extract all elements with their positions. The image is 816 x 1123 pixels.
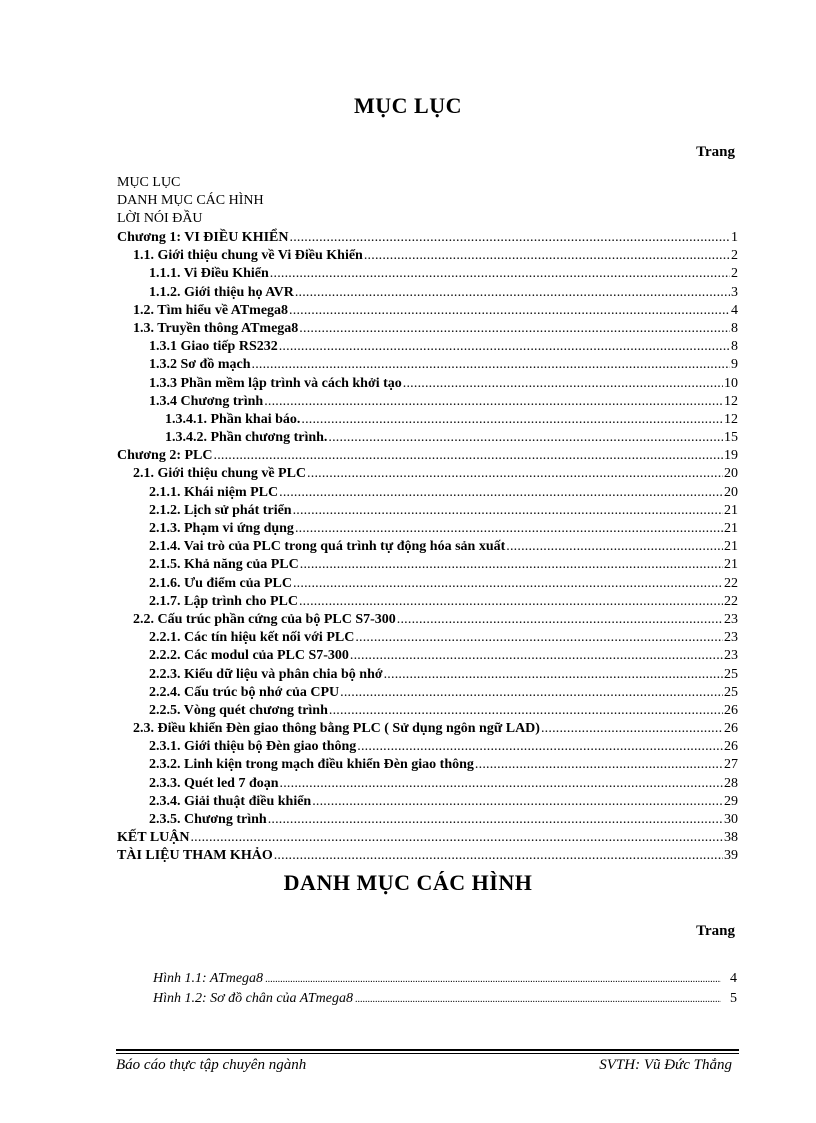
- toc-entry[interactable]: [117, 247, 738, 265]
- toc-entry[interactable]: [117, 829, 738, 847]
- figure-entry-page: 4: [730, 971, 737, 986]
- toc-entry-page: 20: [724, 484, 738, 500]
- toc-entry-page: 26: [724, 721, 738, 737]
- toc-leader-dots: [252, 356, 731, 374]
- toc-entry[interactable]: [117, 265, 738, 283]
- figure-leader-dots: [265, 974, 721, 985]
- toc-leader-dots: [355, 629, 723, 647]
- toc-entry[interactable]: [117, 629, 738, 647]
- toc-leader-dots: [299, 593, 723, 611]
- figure-entry[interactable]: [153, 971, 737, 991]
- toc-entry[interactable]: [117, 375, 738, 393]
- toc-leader-dots: [307, 465, 723, 483]
- toc-entry[interactable]: [117, 702, 738, 720]
- toc-entry-label: 1.3.2 Sơ đồ mạch: [149, 357, 251, 373]
- footer-rule: [116, 1053, 739, 1054]
- toc-entry[interactable]: [117, 338, 738, 356]
- toc-entry-page: 25: [724, 684, 738, 700]
- figure-page-header: Trang: [696, 923, 735, 939]
- toc-entry-label: 2.2.4. Cấu trúc bộ nhớ của CPU: [149, 684, 340, 700]
- toc-entry-label: 1.3.4.2. Phần chương trình.: [165, 430, 328, 446]
- toc-entry-label: 1.1. Giới thiệu chung về Vi Điều Khiển: [133, 248, 363, 264]
- toc-entry[interactable]: [117, 502, 738, 520]
- toc-entry[interactable]: [117, 575, 738, 593]
- toc-entry-label: KẾT LUẬN: [117, 830, 190, 846]
- toc-entry[interactable]: [117, 684, 738, 702]
- toc-leader-dots: [274, 847, 723, 865]
- footer-report-title: Báo cáo thực tập chuyên ngành: [116, 1057, 307, 1073]
- toc-leader-dots: [340, 684, 723, 702]
- toc-entry-page: 23: [724, 611, 738, 627]
- toc-entry-label: 1.3.1 Giao tiếp RS232: [149, 339, 278, 355]
- toc-entry-label: 1.3. Truyền thông ATmega8: [133, 320, 299, 336]
- toc-leader-dots: [264, 393, 723, 411]
- toc-entry-page: 12: [724, 411, 738, 427]
- toc-entry-page: 2: [731, 266, 738, 282]
- toc-entry[interactable]: [117, 356, 738, 374]
- toc-entry[interactable]: [117, 229, 738, 247]
- toc-entry[interactable]: [117, 393, 738, 411]
- toc-entry-page: 1: [731, 230, 738, 245]
- toc-entry-page: 21: [724, 521, 738, 536]
- toc-entry-page: 10: [724, 375, 738, 391]
- toc-leader-dots: [190, 829, 723, 847]
- toc-entry[interactable]: [117, 847, 738, 865]
- toc-leader-dots: [350, 647, 723, 665]
- figure-entry-label: Hình 1.2: Sơ đồ chân của ATmega8: [153, 991, 353, 1006]
- toc-entry-page: 4: [731, 302, 738, 318]
- toc-leader-dots: [357, 738, 723, 756]
- toc-entry-label: TÀI LIỆU THAM KHẢO: [117, 848, 273, 864]
- toc-entry-page: 21: [724, 539, 738, 555]
- toc-leader-dots: [475, 756, 723, 774]
- toc-entry-label: 2.3.1. Giới thiệu bộ Đèn giao thông: [149, 739, 357, 755]
- toc-leader-dots: [299, 320, 730, 338]
- toc-leader-dots: [403, 375, 723, 393]
- toc-leader-dots: [295, 520, 723, 538]
- toc-entry-page: 3: [731, 284, 738, 300]
- toc-entry[interactable]: [117, 738, 738, 756]
- toc-leader-dots: [295, 284, 730, 302]
- toc-entry-label: 1.3.4.1. Phần khai báo.: [165, 411, 301, 427]
- toc-entry-page: 26: [724, 702, 738, 718]
- toc-entry-page: 27: [724, 757, 738, 773]
- toc-entry-page: 15: [724, 430, 738, 446]
- toc-entry-page: 21: [724, 502, 738, 518]
- figure-entry[interactable]: [153, 991, 737, 1011]
- toc-entry-label: 1.2. Tìm hiểu về ATmega8: [133, 302, 289, 318]
- toc-entry[interactable]: [117, 520, 738, 538]
- toc-leader-dots: [279, 484, 723, 502]
- toc-entry-label: Chương 2: PLC: [117, 448, 213, 464]
- toc-entry-label: 2.1.3. Phạm vi ứng dụng: [149, 521, 294, 536]
- toc-entry-page: 2: [731, 248, 738, 264]
- toc-entry[interactable]: [117, 775, 738, 793]
- toc-entry-label: 2.1.5. Khả năng của PLC: [149, 557, 299, 573]
- toc-entry[interactable]: [117, 320, 738, 338]
- toc-entry[interactable]: [117, 793, 738, 811]
- toc-leader-dots: [541, 720, 723, 738]
- toc-entry-page: 9: [731, 357, 738, 373]
- toc-entry-label: 2.3.4. Giải thuật điều khiển: [149, 793, 312, 809]
- toc-entry[interactable]: [117, 720, 738, 738]
- footer-student-name: SVTH: Vũ Đức Thắng: [599, 1057, 732, 1073]
- toc-leader-dots: [312, 793, 723, 811]
- toc-leader-dots: [289, 302, 730, 320]
- toc-entry-page: 22: [724, 593, 738, 609]
- toc-entry-page: 21: [724, 557, 738, 573]
- toc-entry-label: 2.2. Cấu trúc phần cứng của bộ PLC S7-300: [133, 611, 396, 627]
- figure-entry-page: 5: [730, 991, 737, 1006]
- toc-entry[interactable]: [117, 447, 738, 465]
- toc-page-header: Trang: [696, 144, 735, 160]
- toc-plain-item[interactable]: DANH MỤC CÁC HÌNH: [117, 193, 264, 208]
- toc-entry-label: 2.2.1. Các tín hiệu kết nối với PLC: [149, 630, 355, 646]
- toc-leader-dots: [268, 811, 723, 829]
- toc-leader-dots: [214, 447, 724, 465]
- toc-entry-label: 1.3.4 Chương trình: [149, 393, 264, 409]
- toc-entry-label: 1.3.3 Phần mềm lập trình và cách khởi tạo: [149, 375, 402, 391]
- toc-entry-page: 30: [724, 812, 738, 827]
- toc-entry-page: 39: [724, 848, 738, 864]
- toc-leader-dots: [506, 538, 723, 556]
- toc-leader-dots: [270, 265, 730, 283]
- toc-entry-label: 1.1.1. Vi Điều Khiển: [149, 266, 269, 282]
- toc-leader-dots: [384, 666, 723, 684]
- toc-leader-dots: [293, 502, 723, 520]
- toc-entry[interactable]: [117, 302, 738, 320]
- footer-rule: [116, 1049, 739, 1051]
- figure-list-title: DANH MỤC CÁC HÌNH: [283, 870, 533, 895]
- figure-leader-dots: [355, 994, 721, 1005]
- toc-entry-page: 23: [724, 648, 738, 664]
- toc-entry-page: 22: [724, 575, 738, 591]
- figure-entry-label: Hình 1.1: ATmega8: [153, 971, 264, 986]
- toc-entry-page: 8: [731, 320, 738, 336]
- toc-leader-dots: [301, 411, 723, 429]
- toc-entry[interactable]: [117, 538, 738, 556]
- toc-entry-label: 2.2.3. Kiểu dữ liệu và phân chia bộ nhớ: [149, 666, 383, 682]
- toc-entry-label: 2.1.7. Lập trình cho PLC: [149, 593, 298, 609]
- toc-entry[interactable]: [117, 556, 738, 574]
- toc-entry-label: 2.1.1. Khái niệm PLC: [149, 484, 279, 500]
- toc-entry-page: 20: [724, 466, 738, 482]
- toc-entry[interactable]: [117, 484, 738, 502]
- toc-leader-dots: [280, 775, 723, 793]
- toc-entry-page: 29: [724, 793, 738, 809]
- toc-entry[interactable]: [117, 647, 738, 665]
- toc-plain-item[interactable]: LỜI NÓI ĐẦU: [117, 211, 203, 226]
- toc-title: MỤC LỤC: [354, 93, 462, 118]
- toc-entry-page: 8: [731, 339, 738, 355]
- toc-entry-label: 2.1.2. Lịch sử phát triển: [149, 502, 292, 518]
- toc-entry[interactable]: [117, 284, 738, 302]
- toc-entry-page: 28: [724, 775, 738, 791]
- toc-entry-label: 2.3.2. Linh kiện trong mạch điều khiển Đèn giao thông: [149, 757, 474, 773]
- figure-list: [153, 971, 737, 1011]
- toc-entry-page: 12: [724, 393, 738, 409]
- toc-entry-label: 2.1.4. Vai trò của PLC trong quá trình tự động hóa sản xuất: [149, 539, 506, 555]
- toc-leader-dots: [328, 429, 723, 447]
- toc-entry[interactable]: [117, 611, 738, 629]
- toc-entry-label: Chương 1: VI ĐIỀU KHIỂN: [117, 230, 289, 245]
- toc-leader-dots: [290, 229, 731, 247]
- toc-entry-label: 2.2.5. Vòng quét chương trình: [149, 702, 328, 718]
- toc-leader-dots: [364, 247, 730, 265]
- toc-entry-label: 2.3. Điều khiển Đèn giao thông bằng PLC ( Sử dụng ngôn ngữ LAD): [133, 721, 540, 737]
- toc-entry-page: 38: [724, 830, 738, 846]
- toc-entry-page: 26: [724, 739, 738, 755]
- toc-entry-label: 2.1.6. Ưu điểm của PLC: [149, 575, 292, 591]
- toc-entry-label: 2.3.3. Quét led 7 đoạn: [149, 775, 279, 791]
- toc-leader-dots: [329, 702, 723, 720]
- toc-entry[interactable]: [117, 429, 738, 447]
- toc-leader-dots: [300, 556, 723, 574]
- toc-entry-label: 1.1.2. Giới thiệu họ AVR: [149, 284, 294, 300]
- toc-leader-dots: [397, 611, 723, 629]
- toc-leader-dots: [293, 575, 723, 593]
- toc-leader-dots: [279, 338, 730, 356]
- toc-entry-label: 2.1. Giới thiệu chung về PLC: [133, 466, 307, 482]
- toc-entry[interactable]: [117, 811, 738, 829]
- toc-entry[interactable]: [117, 593, 738, 611]
- toc-entry[interactable]: [117, 756, 738, 774]
- table-of-contents: [117, 229, 738, 866]
- toc-entry-label: 2.3.5. Chương trình: [149, 812, 267, 827]
- toc-entry[interactable]: [117, 666, 738, 684]
- toc-entry[interactable]: [117, 465, 738, 483]
- toc-entry-label: 2.2.2. Các modul của PLC S7-300: [149, 648, 349, 664]
- toc-entry-page: 23: [724, 630, 738, 646]
- toc-entry[interactable]: [117, 411, 738, 429]
- toc-plain-item[interactable]: MỤC LỤC: [117, 175, 181, 190]
- toc-entry-page: 19: [724, 448, 738, 464]
- toc-entry-page: 25: [724, 666, 738, 682]
